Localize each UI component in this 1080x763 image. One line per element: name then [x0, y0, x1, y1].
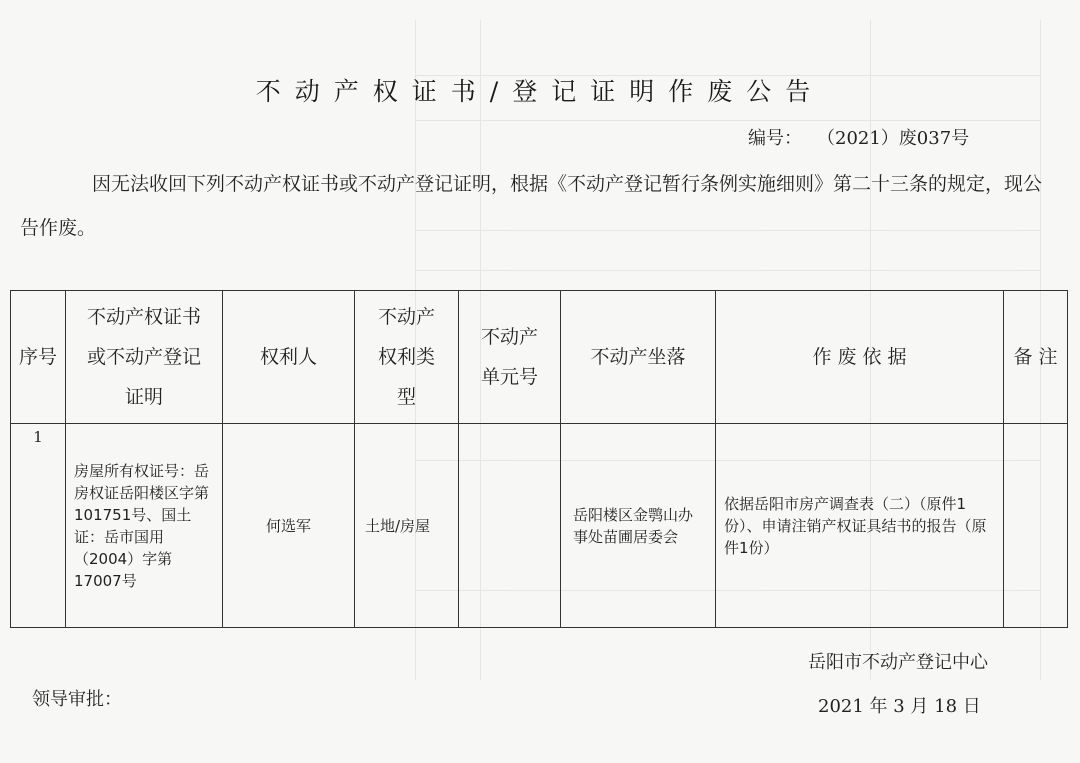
header-right-type: 不动产权利类型: [355, 291, 459, 424]
notice-paragraph: 因无法收回下列不动产权证书或不动产登记证明，根据《不动产登记暂行条例实施细则》第二十三条的规定，现公告作废。: [20, 173, 1043, 239]
cell-unit-no: [459, 424, 561, 628]
leader-approval-label: 领导审批：: [32, 689, 122, 710]
document-number-label: 编号：: [748, 128, 802, 149]
document-number: [748, 124, 969, 150]
notice-title: 不动产权证书/登记证明作废公告: [255, 77, 825, 106]
cell-right-type: 土地/房屋: [355, 424, 459, 628]
cell-seq: 1: [11, 424, 66, 628]
cell-cert: 房屋所有权证号：岳房权证岳阳楼区字第101751号、国土证：岳市国用（2004）字第17007号: [66, 424, 223, 628]
cell-owner: 何选军: [223, 424, 355, 628]
void-certificate-table: [10, 290, 1068, 628]
document-number-value: （2021）废037号: [826, 128, 970, 149]
header-remark: 备 注: [1004, 291, 1068, 424]
issuer-name: 岳阳市不动产登记中心: [808, 652, 988, 673]
header-owner: 权利人: [223, 291, 355, 424]
header-unit-no: 不动产单元号: [459, 291, 561, 424]
cell-remark: [1004, 424, 1068, 628]
header-seq: 序号: [11, 291, 66, 424]
table-header-row: [11, 291, 1068, 424]
issue-date: 2021 年 3 月 18 日: [818, 696, 981, 717]
cell-basis: 依据岳阳市房产调查表（二）（原件1份）、申请注销产权证具结书的报告（原件1份）: [716, 424, 1004, 628]
table-row: [11, 424, 1068, 628]
header-basis: 作 废 依 据: [716, 291, 1004, 424]
cell-location: 岳阳楼区金鹗山办事处苗圃居委会: [561, 424, 716, 628]
header-cert: 不动产权证书或不动产登记证明: [66, 291, 223, 424]
header-location: 不动产坐落: [561, 291, 716, 424]
